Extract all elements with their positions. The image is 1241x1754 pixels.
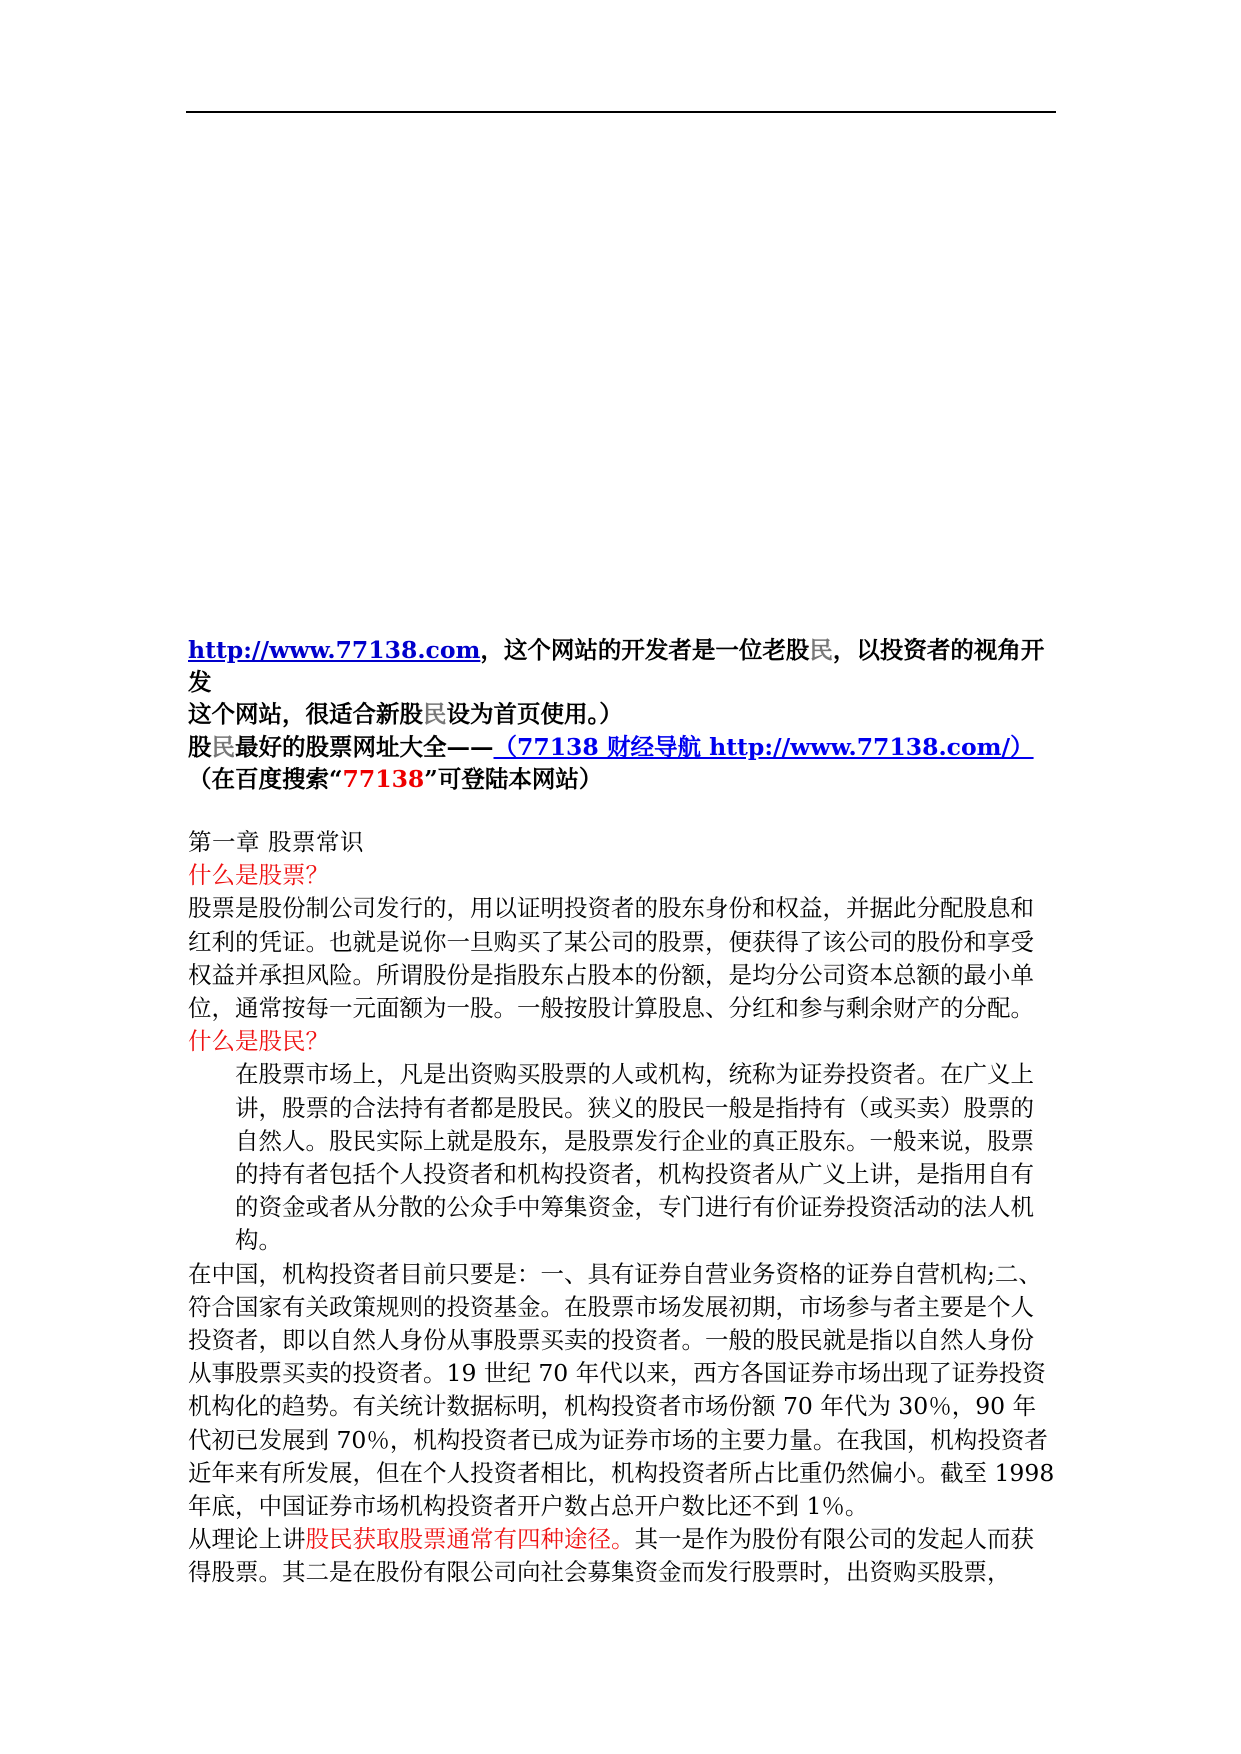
intro-site-link[interactable]: http://www.77138.com: [188, 636, 481, 664]
nav-search-b: ”可登陆本网站）: [424, 765, 603, 793]
nav-search-a: （在百度搜索“: [188, 765, 343, 793]
intro-paragraph: [188, 634, 1056, 730]
intro-text-a: ，这个网站的开发者是一位老股: [480, 636, 810, 664]
paragraph-3-a: 从理论上讲: [188, 1525, 306, 1554]
nav-min-char: 民: [211, 733, 235, 761]
section-paragraph-investor-1: 在股票市场上，凡是出资购买股票的人或机构，统称为证券投资者。在广义上讲，股票的合法持有者都是股民。狭义的股民一般是指持有（或买卖）股票的自然人。股民实际上就是股东，是股票发行企业的真正股东。一般来说，股票的持有者包括个人投资者和机构投资者，机构投资者从广义上讲，是指用自有的资金或者从分散的公众手中筹集资金，专门进行有价证券投资活动的法人机构。: [235, 1060, 1034, 1255]
header-rule: [186, 111, 1056, 113]
paragraph-3-b: 其一是作为股份有限公司的发起人而获得股票。其二是在股份有限公司向社会募集资金而发行股票时，出资购买股票，: [188, 1525, 1034, 1587]
section-heading-investor: 什么是股民？: [188, 1027, 329, 1056]
intro-min-char: 民: [809, 636, 833, 664]
nav-prefix-a: 股: [188, 733, 212, 761]
nav-prefix-b: 最好的股票网址大全——: [235, 733, 494, 761]
intro-min-char-2: 民: [423, 700, 447, 728]
intro-text-d: 设为首页使用。）: [446, 700, 623, 728]
intro-text-b: ，以投资者的视角开发: [188, 636, 1045, 696]
document-body: [188, 826, 1056, 1590]
chapter-title: 第一章 股票常识: [188, 828, 364, 856]
paragraph-3-red: 股民获取股票通常有四种途径。: [305, 1525, 635, 1554]
section-heading-stock: 什么是股票？: [188, 861, 329, 890]
nav-promo: [188, 731, 1056, 795]
nav-search-keyword: 77138: [342, 765, 425, 793]
nav-site-link[interactable]: （77138 财经导航 http://www.77138.com/）: [493, 733, 1034, 761]
section-paragraph-investor-3: [188, 1523, 1056, 1589]
section-paragraph-stock: 股票是股份制公司发行的，用以证明投资者的股东身份和权益，并据此分配股息和红利的凭证。也就是说你一旦购买了某公司的股票，便获得了该公司的股份和享受权益并承担风险。所谓股份是指股东占股本的份额，是均分公司资本总额的最小单位，通常按每一元面额为一股。一般按股计算股息、分红和参与剩余财产的分配。: [188, 894, 1034, 1023]
section-paragraph-investor-2: 在中国，机构投资者目前只要是：一、具有证券自营业务资格的证券自营机构;二、符合国家有关政策规则的投资基金。在股票市场发展初期，市场参与者主要是个人投资者，即以自然人身份从事股票买卖的投资者。一般的股民就是指以自然人身份从事股票买卖的投资者。19 世纪 70 年代以来，西方各国证券市场出现了证券投资机构化的趋势。有关统计数据标明，机构投资者市场份额 70 年代为 30％，90 年代初已发展到 70％，机构投资者已成为证券市场的主要力量。在我国，机构投资者近年来有所发展，但在个人投资者相比，机构投资者所占比重仍然偏小。截至 1998 年底，中国证券市场机构投资者开户数占总开户数比还不到 1％。: [188, 1259, 1055, 1521]
intro-text-c: 这个网站，很适合新股: [188, 700, 423, 728]
